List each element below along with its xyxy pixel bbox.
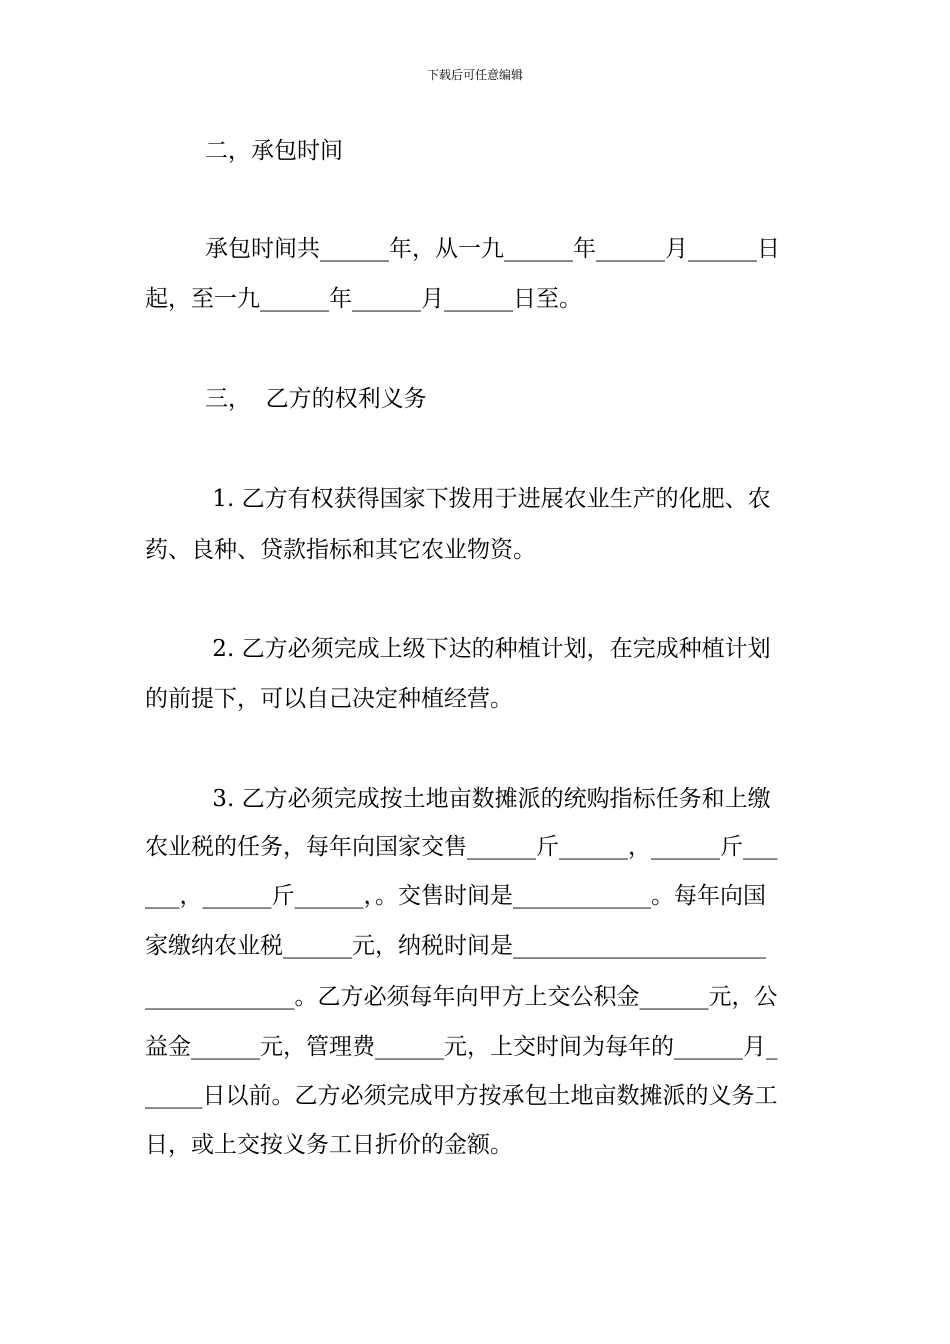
item-3-line-5: _____________。乙方必须每年向甲方上交公积金______元，公 [145,984,778,1010]
item-1-line-1: 1. 乙方有权获得国家下拨用于进展农业生产的化肥、农 [205,486,771,512]
item-1-line-2: 药、良种、贷款指标和其它农业物资。 [145,537,536,563]
page-header-note: 下载后可任意编辑 [426,68,523,82]
item-3-line-6: 益金______元，管理费______元，上交时间为每年的______月_ [145,1034,778,1060]
item-3-line-3: ___，______斤______，。交售时间是____________。每年向国 [145,883,766,909]
item-2-line-1: 2. 乙方必须完成上级下达的种植计划，在完成种植计划 [205,636,771,662]
item-3-line-4: 家缴纳农业税______元，纳税时间是______________________ [145,933,766,959]
item-2-line-2: 的前提下，可以自己决定种植经营。 [145,686,513,712]
section-2-line-1: 承包时间共______年，从一九______年______月______日 [205,236,780,262]
section-2-heading: 二，承包时间 [205,138,343,164]
item-3-line-2: 农业税的任务，每年向国家交售______斤______，______斤___ [145,834,778,860]
item-3-line-7: _____日以前。乙方必须完成甲方按承包土地亩数摊派的义务工 [145,1083,778,1109]
section-2-line-2: 起，至一九______年______月______日至。 [145,286,582,312]
item-3-line-1: 3. 乙方必须完成按土地亩数摊派的统购指标任务和上缴 [205,786,771,812]
item-3-line-8: 日，或上交按义务工日折价的金额。 [145,1132,513,1158]
section-3-heading: 三， 乙方的权利义务 [205,386,427,412]
